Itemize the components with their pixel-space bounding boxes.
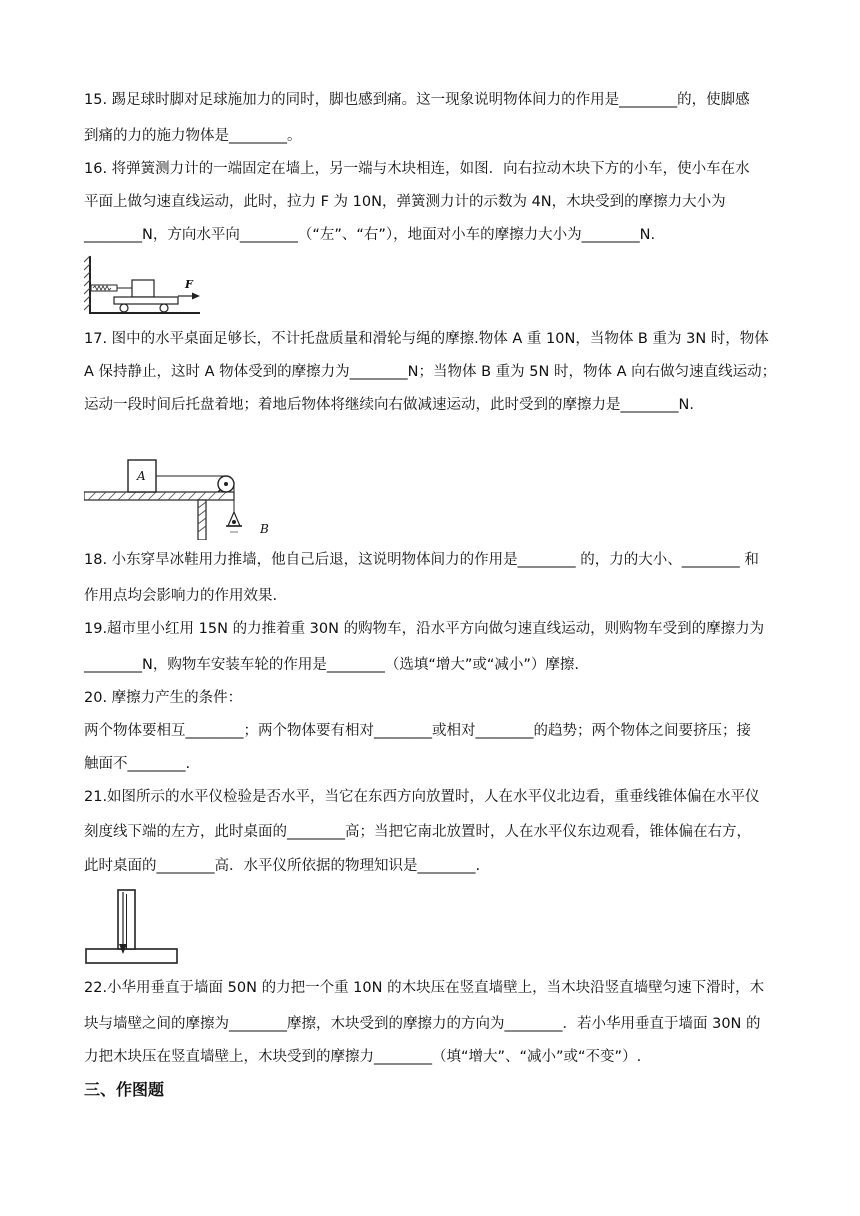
block-a-label: A xyxy=(137,469,146,483)
q19-line1: 19.超市里小红用 15N 的力推着重 30N 的购物车，沿水平方向做匀速直线运动，则购物车受到的摩擦力为 xyxy=(84,621,765,637)
tray-b-label: B xyxy=(260,522,269,536)
q15-line2: 到痛的力的施力物体是________。 xyxy=(84,128,302,144)
q22-line3: 力把木块压在竖直墙壁上，木块受到的摩擦力________（填“增大”、“减小”或“不变”）. xyxy=(84,1049,642,1065)
force-f-label: F xyxy=(185,278,193,291)
q16-line1: 16. 将弹簧测力计的一端固定在墙上，另一端与木块相连，如图．向右拉动木块下方的小车，使小车在水 xyxy=(84,161,750,177)
q16-line3: ________N，方向水平向________（“左”、“右”），地面对小车的摩擦力大小为________N. xyxy=(84,227,656,243)
q17-line2: A 保持静止，这时 A 物体受到的摩擦力为________N；当物体 B 重为 5N 时，物体 A 向右做匀速直线运动； xyxy=(84,364,777,380)
level-instrument-figure xyxy=(84,888,179,966)
q17-line3: 运动一段时间后托盘着地；着地后物体将继续向右做减速运动，此时受到的摩擦力是________N. xyxy=(84,397,694,413)
q22-line1: 22.小华用垂直于墙面 50N 的力把一个重 10N 的木块压在竖直墙壁上，当木块沿竖直墙壁匀速下滑时，木 xyxy=(84,980,765,996)
q21-line1: 21.如图所示的水平仪检验是否水平，当它在东西方向放置时，人在水平仪北边看，重垂线锥体偏在水平仪 xyxy=(84,789,760,805)
q21-line2: 刻度线下端的左方，此时桌面的________高；当把它南北放置时，人在水平仪东边观看，锥体偏在右方， xyxy=(84,824,751,840)
q15-line1: 15. 踢足球时脚对足球施加力的同时，脚也感到痛。这一现象说明物体间力的作用是________的，使脚感 xyxy=(84,92,750,108)
q18-line2: 作用点均会影响力的作用效果. xyxy=(84,588,278,604)
spring-cart-figure xyxy=(84,254,204,316)
q20-line3: 触面不________. xyxy=(84,756,191,772)
q16-line2: 平面上做匀速直线运动，此时，拉力 F 为 10N，弹簧测力计的示数为 4N，木块受到的摩擦力大小为 xyxy=(84,194,726,210)
q20-line1: 20. 摩擦力产生的条件： xyxy=(84,690,243,706)
q17-line1: 17. 图中的水平桌面足够长，不计托盘质量和滑轮与绳的摩擦.物体 A 重 10N，当物体 B 重为 3N 时，物体 xyxy=(84,331,769,347)
q22-line2: 块与墙壁之间的摩擦为________摩擦，木块受到的摩擦力的方向为________．若小华用垂直于墙面 30N 的 xyxy=(84,1016,761,1032)
q20-line2: 两个物体要相互________；两个物体要有相对________或相对________的趋势；两个物体之间要挤压；接 xyxy=(84,723,751,739)
section-title: 三、作图题 xyxy=(84,1080,165,1099)
pulley-table-figure xyxy=(84,456,279,540)
q19-line2: ________N，购物车安装车轮的作用是________（选填“增大”或“减小”）摩擦. xyxy=(84,657,580,673)
q18-line1: 18. 小东穿旱冰鞋用力推墙，他自己后退，这说明物体间力的作用是________ 的，力的大小、________ 和 xyxy=(84,552,759,568)
q21-line3: 此时桌面的________高．水平仪所依据的物理知识是________. xyxy=(84,858,481,874)
